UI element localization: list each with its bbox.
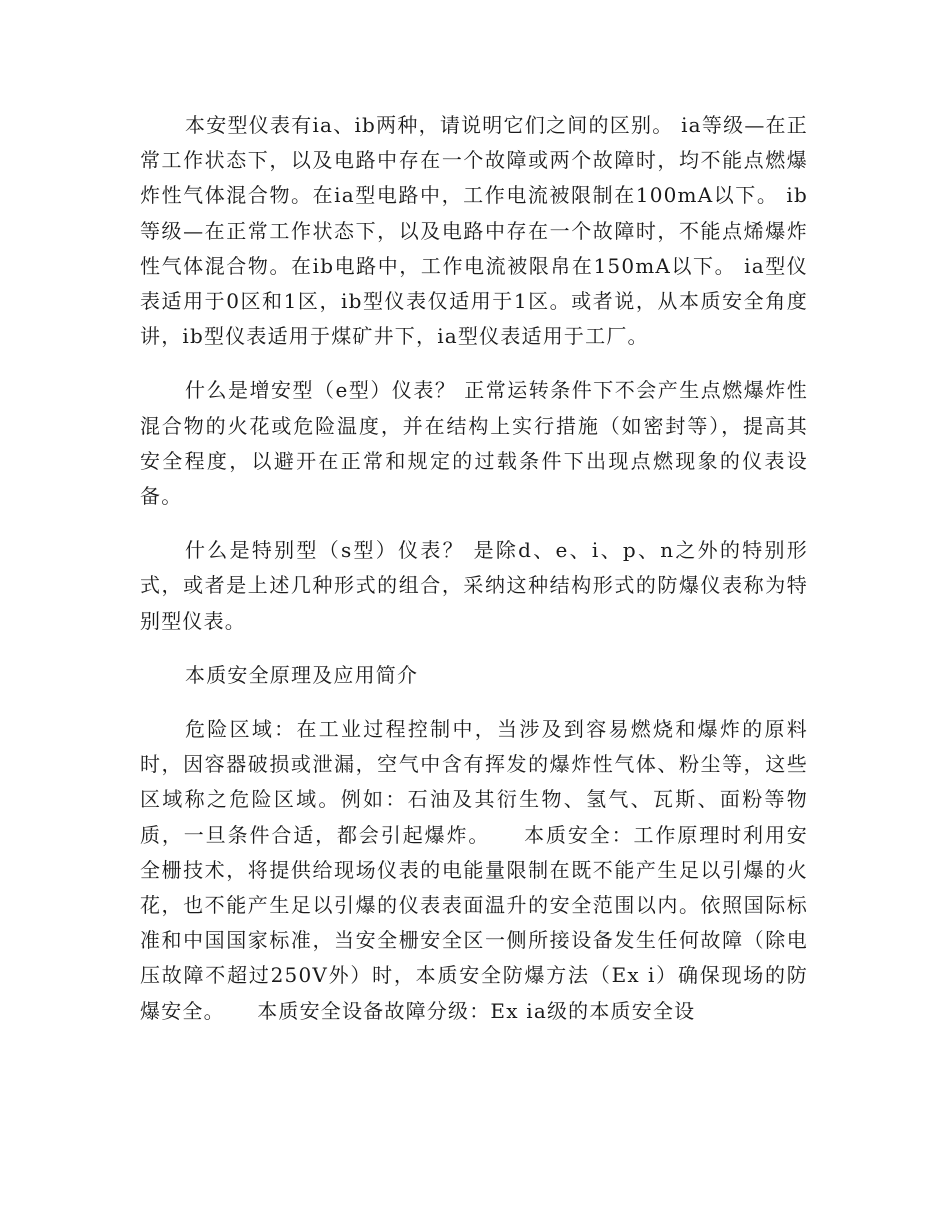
paragraph-ia-ib-difference: 本安型仪表有ia、ib两种，请说明它们之间的区别。 ia等级—在正常工作状态下，以及电路中存在一个故障或两个故障时，均不能点燃爆炸性气体混合物。在ia型电路中，工作电流被限制在100mA以下。 ib等级—在正常工作状态下，以及电路中存在一个故障时，不能点烯爆炸性气体混合物。在ib电路中，工作电流被限帛在150mA以下。 ia型仪表适用于0区和1区，ib型仪表仅适用于1区。或者说，从本质安全角度讲，ib型仪表适用于煤矿井下，ia型仪表适用于工厂。 [140,113,808,349]
paragraph-special-type: 什么是特别型（s型）仪表？ 是除d、e、i、p、n之外的特别形式，或者是上述几种形式的组合，采纳这种结构形式的防爆仪表称为特别型仪表。 [140,538,808,633]
paragraph-increased-safety-type: 什么是增安型（e型）仪表？ 正常运转条件下不会产生点燃爆炸性混合物的火花或危险温度，并在结构上实行措施（如密封等），提高其安全程度，以避开在正常和规定的过载条件下出现点燃现象的仪表设备。 [140,378,808,509]
paragraph-hazardous-area: 危险区域：在工业过程控制中，当涉及到容易燃烧和爆炸的原料时，因容器破损或泄漏，空气中含有挥发的爆炸性气体、粉尘等，这些区域称之危险区域。例如：石油及其衍生物、氢气、瓦斯、面粉等物质，一旦条件合适，都会引起爆炸。 本质安全：工作原理时利用安全栅技术，将提供给现场仪表的电能量限制在既不能产生足以引爆的火花，也不能产生足以引爆的仪表表面温升的安全范围以内。依照国际标准和中国国家标准，当安全栅安全区一侧所接设备发生任何故障（除电压故障不超过250V外）时，本质安全防爆方法（Ex i）确保现场的防爆安全。 本质安全设备故障分级：Ex ia级的本质安全设 [140,717,808,1023]
section-heading-intrinsic-safety: 本质安全原理及应用简介 [185,662,419,687]
document-body [140,108,808,1048]
